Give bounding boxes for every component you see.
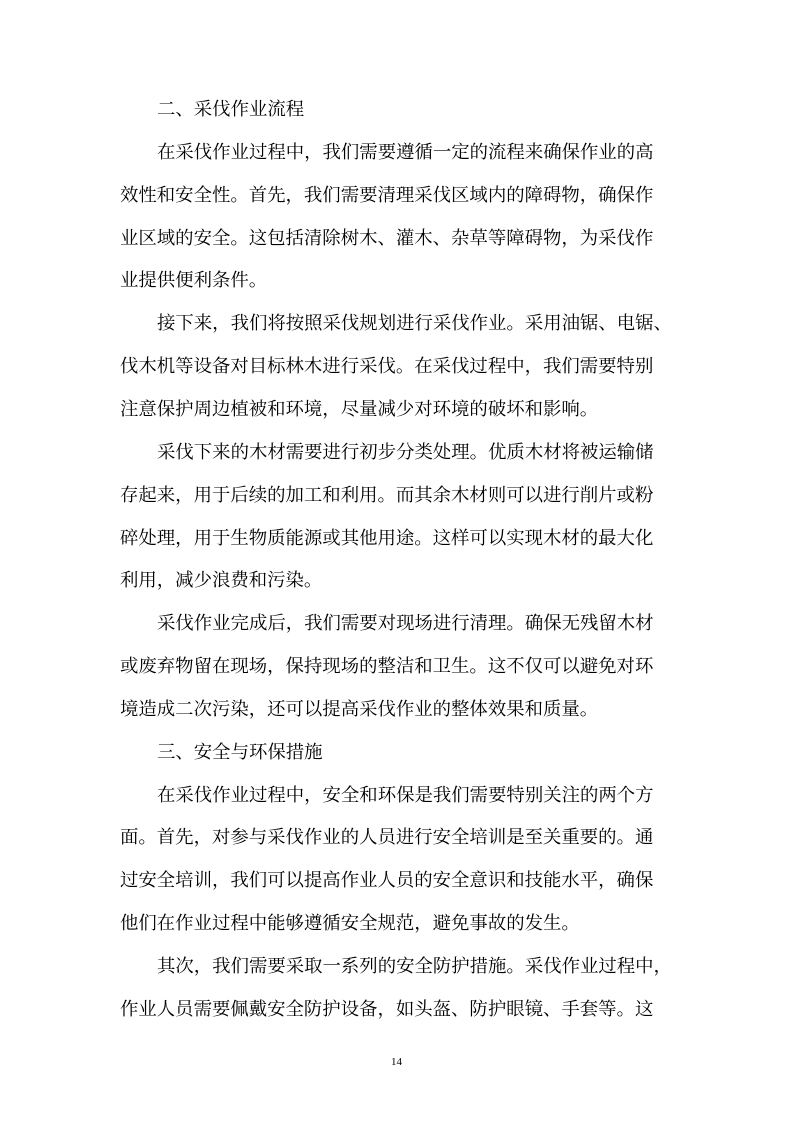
paragraph-line: 境造成二次污染，还可以提高采伐作业的整体效果和质量。 [120, 698, 599, 720]
paragraph-line: 业提供便利条件。 [120, 270, 268, 292]
paragraph-line: 其次，我们需要采取一系列的安全防护措施。采伐作业过程中， [157, 956, 672, 977]
paragraph-line: 在采伐作业过程中，我们需要遵循一定的流程来确保作业的高 [157, 141, 654, 163]
paragraph-line: 伐木机等设备对目标林木进行采伐。在采伐过程中，我们需要特别 [120, 356, 654, 378]
section-heading: 二、采伐作业流程 [157, 99, 305, 120]
paragraph-line: 注意保护周边植被和环境，尽量减少对环境的破坏和影响。 [120, 398, 599, 420]
paragraph-line: 采伐下来的木材需要进行初步分类处理。优质木材将被运输储 [157, 441, 654, 463]
paragraph-line: 或废弃物留在现场，保持现场的整洁和卫生。这不仅可以避免对环 [120, 656, 654, 678]
paragraph-line: 效性和安全性。首先，我们需要清理采伐区域内的障碍物，确保作 [120, 184, 654, 206]
paragraph-line: 利用，减少浪费和污染。 [120, 570, 323, 592]
page-number: 14 [391, 1056, 402, 1068]
section-heading: 三、安全与环保措施 [157, 741, 323, 763]
paragraph-line: 业区域的安全。这包括清除树木、灌木、杂草等障碍物，为采伐作 [120, 227, 654, 249]
paragraph-line: 接下来，我们将按照采伐规划进行采伐作业。采用油锯、电锯、 [157, 313, 672, 335]
paragraph-line: 碎处理，用于生物质能源或其他用途。这样可以实现木材的最大化 [120, 527, 654, 549]
paragraph-line: 作业人员需要佩戴安全防护设备，如头盔、防护眼镜、手套等。这 [120, 998, 654, 1020]
paragraph-line: 采伐作业完成后，我们需要对现场进行清理。确保无残留木材 [157, 613, 654, 635]
paragraph-line: 存起来，用于后续的加工和利用。而其余木材则可以进行削片或粉 [120, 484, 654, 506]
paragraph-line: 过安全培训，我们可以提高作业人员的安全意识和技能水平，确保 [120, 870, 654, 892]
paragraph-line: 面。首先，对参与采伐作业的人员进行安全培训是至关重要的。通 [120, 827, 654, 849]
paragraph-line: 他们在作业过程中能够遵循安全规范，避免事故的发生。 [120, 913, 580, 935]
paragraph-line: 在采伐作业过程中，安全和环保是我们需要特别关注的两个方 [157, 784, 654, 806]
